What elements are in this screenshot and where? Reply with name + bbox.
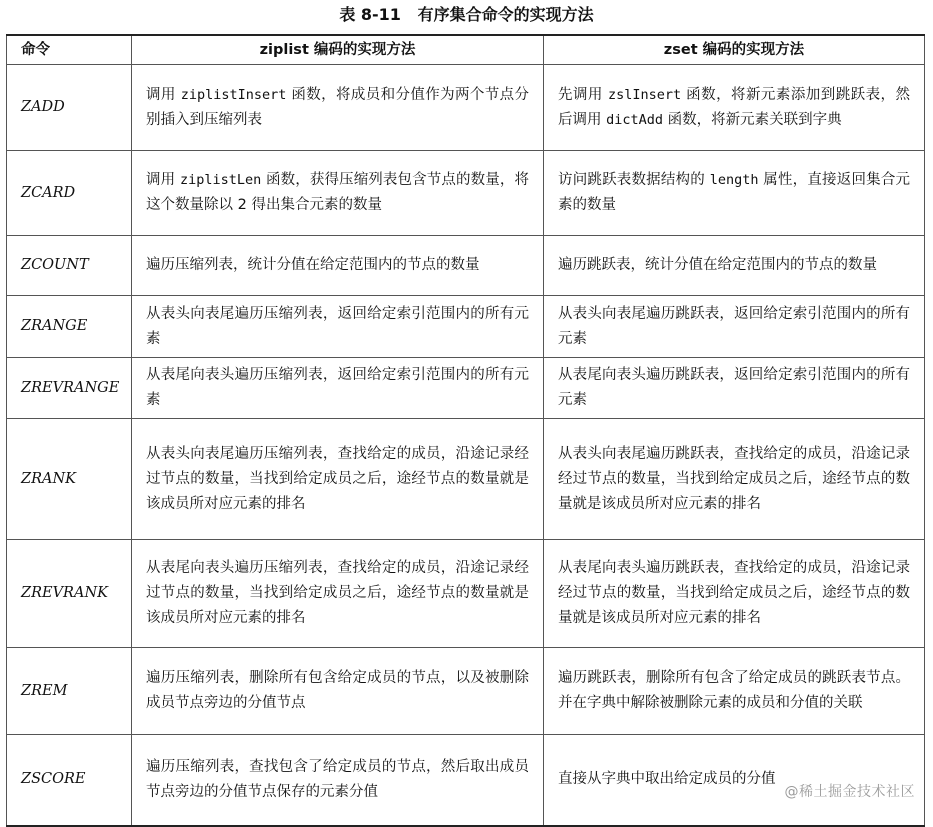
description-text: 函数，将新元素添加到跳跃表，然后调用 xyxy=(558,86,911,128)
description-text: 函数，将新元素关联到字典 xyxy=(663,111,842,128)
ziplist-description-cell xyxy=(132,540,544,648)
command-cell: ZSCORE xyxy=(7,735,132,826)
zset-description-cell xyxy=(544,65,925,151)
code-function-name: ziplistInsert xyxy=(180,86,287,103)
command-cell: ZRANK xyxy=(7,419,132,540)
code-function-name: ziplistLen xyxy=(179,172,262,188)
description-text: 从表头向表尾遍历压缩列表，返回给定索引范围内的所有元素 xyxy=(146,305,529,347)
zset-description-cell xyxy=(544,358,925,419)
command-cell: ZREM xyxy=(7,648,132,735)
description-text: 先调用 xyxy=(558,86,608,103)
header-command: 命令 xyxy=(7,35,132,65)
description-text: 从表尾向表头遍历跳跃表，查找给定的成员，沿途记录经过节点的数量，当找到给定成员之后，途经节点的数量就是该成员所对应元素的排名 xyxy=(558,560,910,626)
ziplist-description-cell xyxy=(132,65,544,151)
description-text: 函数，将成员和分值作为两个节点分别插入到压缩列表 xyxy=(146,86,530,128)
description-text: 从表头向表尾遍历跳跃表，返回给定索引范围内的所有元素 xyxy=(558,305,910,347)
table-body xyxy=(7,65,925,826)
description-text: 调用 xyxy=(146,172,180,188)
description-text: 遍历跳跃表，统计分值在给定范围内的节点的数量 xyxy=(558,257,877,273)
description-text: 直接从字典中取出给定成员的分值 xyxy=(558,771,776,788)
table-row xyxy=(7,648,925,735)
description-text: 从表尾向表头遍历压缩列表，查找给定的成员，沿途记录经过节点的数量，当找到给定成员之后，途经节点的数量就是该成员所对应元素的排名 xyxy=(146,560,529,626)
description-text: 从表尾向表头遍历跳跃表，返回给定索引范围内的所有元素 xyxy=(558,367,910,408)
table-row xyxy=(7,236,925,296)
description-text: 从表尾向表头遍历压缩列表，返回给定索引范围内的所有元素 xyxy=(146,367,529,408)
command-cell: ZADD xyxy=(7,65,132,151)
table-header-row xyxy=(7,35,925,65)
description-text: 遍历压缩列表，查找包含了给定成员的节点，然后取出成员节点旁边的分值节点保存的元素分值 xyxy=(146,758,529,800)
table-row xyxy=(7,151,925,236)
description-text: 遍历压缩列表，统计分值在给定范围内的节点的数量 xyxy=(146,257,480,273)
zset-description-cell xyxy=(544,419,925,540)
description-text: 调用 xyxy=(146,86,181,103)
command-cell: ZREVRANGE xyxy=(7,358,132,419)
ziplist-description-cell xyxy=(132,648,544,735)
table-caption: 表 8-11 有序集合命令的实现方法 xyxy=(339,5,594,24)
ziplist-description-cell xyxy=(132,151,544,236)
table-row xyxy=(7,358,925,419)
ziplist-description-cell xyxy=(132,419,544,540)
table-row xyxy=(7,735,925,826)
zset-description-cell xyxy=(544,296,925,358)
watermark: @稀土掘金技术社区 xyxy=(784,784,915,800)
command-cell: ZCOUNT xyxy=(7,236,132,296)
header-zset: zset 编码的实现方法 xyxy=(544,35,925,65)
ziplist-description-cell xyxy=(132,296,544,358)
ziplist-description-cell xyxy=(132,358,544,419)
zset-description-cell xyxy=(544,540,925,648)
code-function-name: length xyxy=(709,172,759,188)
zset-description-cell xyxy=(544,648,925,735)
zset-description-cell xyxy=(544,151,925,236)
description-text: 从表头向表尾遍历跳跃表，查找给定的成员，沿途记录经过节点的数量，当找到给定成员之后，途经节点的数量就是该成员所对应元素的排名 xyxy=(558,445,910,512)
description-text: 从表头向表尾遍历压缩列表，查找给定的成员，沿途记录经过节点的数量，当找到给定成员之后，途经节点的数量就是该成员所对应元素的排名 xyxy=(146,445,529,512)
description-text: 访问跳跃表数据结构的 xyxy=(558,172,710,188)
ziplist-description-cell xyxy=(132,236,544,296)
command-cell: ZCARD xyxy=(7,151,132,236)
table-row xyxy=(7,540,925,648)
description-text: 遍历压缩列表，删除所有包含给定成员的节点，以及被删除成员节点旁边的分值节点 xyxy=(146,670,529,711)
table-row xyxy=(7,65,925,151)
ziplist-description-cell xyxy=(132,735,544,826)
command-implementation-table xyxy=(6,34,925,827)
code-function-name: dictAdd xyxy=(606,111,664,128)
zset-description-cell xyxy=(544,236,925,296)
description-text: 遍历跳跃表，删除所有包含了给定成员的跳跃表节点。并在字典中解除被删除元素的成员和分值的关联 xyxy=(558,670,910,711)
command-cell: ZREVRANK xyxy=(7,540,132,648)
table-row xyxy=(7,296,925,358)
description-text: 函数，获得压缩列表包含节点的数量，将这个数量除以 2 得出集合元素的数量 xyxy=(146,172,530,213)
zset-description-cell xyxy=(544,735,925,826)
table-row xyxy=(7,419,925,540)
description-text: 属性，直接返回集合元素的数量 xyxy=(558,172,911,213)
command-cell: ZRANGE xyxy=(7,296,132,358)
code-function-name: zslInsert xyxy=(607,86,682,103)
header-ziplist: ziplist 编码的实现方法 xyxy=(132,35,544,65)
